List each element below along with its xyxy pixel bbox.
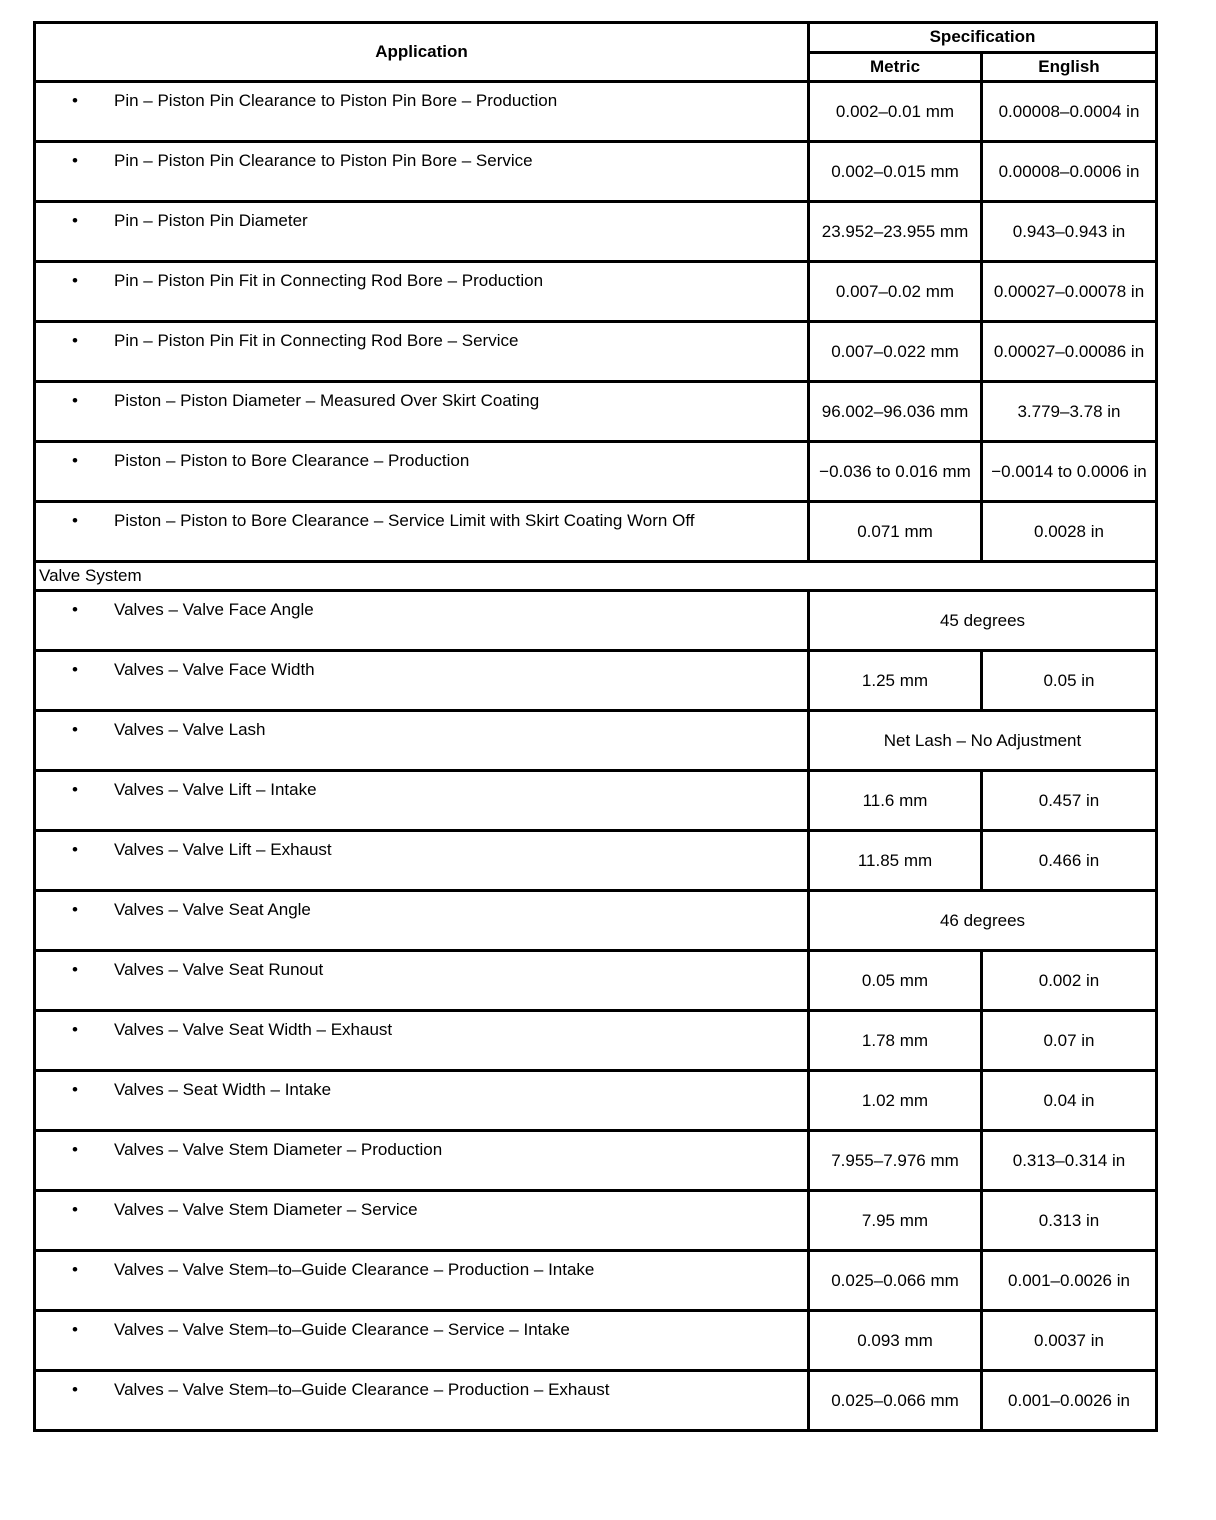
table-body <box>35 82 1157 1431</box>
table-row <box>35 262 1157 322</box>
bullet-icon: • <box>72 451 78 470</box>
table-row <box>35 651 1157 711</box>
bullet-icon: • <box>72 1320 78 1339</box>
metric-value: 0.093 mm <box>809 1311 982 1371</box>
bullet-icon: • <box>72 1140 78 1159</box>
bullet-icon: • <box>72 900 78 919</box>
application-text: Valves – Valve Lift – Exhaust <box>114 840 332 859</box>
english-value: 0.00008–0.0006 in <box>982 142 1157 202</box>
metric-value: 0.002–0.01 mm <box>809 82 982 142</box>
english-value: 0.00008–0.0004 in <box>982 82 1157 142</box>
metric-value: 23.952–23.955 mm <box>809 202 982 262</box>
bullet-icon: • <box>72 840 78 859</box>
application-text: Piston – Piston Diameter – Measured Over Skirt Coating <box>114 391 540 410</box>
english-value: 0.313 in <box>982 1191 1157 1251</box>
table-row <box>35 1311 1157 1371</box>
metric-value: 7.95 mm <box>809 1191 982 1251</box>
bullet-icon: • <box>72 1080 78 1099</box>
table-row <box>35 142 1157 202</box>
english-value: 3.779–3.78 in <box>982 382 1157 442</box>
table-row <box>35 322 1157 382</box>
bullet-icon: • <box>72 91 78 110</box>
table-row <box>35 382 1157 442</box>
application-text: Pin – Piston Pin Clearance to Piston Pin Bore – Production <box>114 91 558 110</box>
application-cell <box>35 591 809 651</box>
bullet-icon: • <box>72 1260 78 1279</box>
application-text: Valves – Valve Lash <box>114 720 266 739</box>
application-cell <box>35 951 809 1011</box>
application-cell <box>35 202 809 262</box>
application-cell <box>35 711 809 771</box>
bullet-icon: • <box>72 1200 78 1219</box>
metric-value: 96.002–96.036 mm <box>809 382 982 442</box>
metric-value: 0.071 mm <box>809 502 982 562</box>
english-value: −0.0014 to 0.0006 in <box>982 442 1157 502</box>
table-row <box>35 891 1157 951</box>
bullet-icon: • <box>72 1380 78 1399</box>
application-cell <box>35 322 809 382</box>
combined-value: 46 degrees <box>809 891 1157 951</box>
application-cell <box>35 1071 809 1131</box>
bullet-icon: • <box>72 780 78 799</box>
table-row <box>35 951 1157 1011</box>
application-text: Valves – Valve Face Width <box>114 660 315 679</box>
application-cell <box>35 891 809 951</box>
application-text: Valves – Valve Seat Angle <box>114 900 311 919</box>
header-application: Application <box>35 23 809 82</box>
application-cell <box>35 82 809 142</box>
bullet-icon: • <box>72 331 78 350</box>
bullet-icon: • <box>72 151 78 170</box>
table-row <box>35 1251 1157 1311</box>
specification-table <box>33 21 1158 1432</box>
header-metric: Metric <box>809 52 982 82</box>
table-row <box>35 1371 1157 1431</box>
english-value: 0.313–0.314 in <box>982 1131 1157 1191</box>
metric-value: −0.036 to 0.016 mm <box>809 442 982 502</box>
table-row <box>35 82 1157 142</box>
metric-value: 0.05 mm <box>809 951 982 1011</box>
application-cell <box>35 1371 809 1431</box>
application-text: Valves – Valve Stem Diameter – Production <box>114 1140 443 1159</box>
metric-value: 1.02 mm <box>809 1071 982 1131</box>
english-value: 0.0037 in <box>982 1311 1157 1371</box>
section-row <box>35 562 1157 591</box>
table-row <box>35 1191 1157 1251</box>
metric-value: 0.002–0.015 mm <box>809 142 982 202</box>
bullet-icon: • <box>72 660 78 679</box>
bullet-icon: • <box>72 211 78 230</box>
application-text: Valves – Valve Stem–to–Guide Clearance – Production – Intake <box>114 1260 595 1279</box>
application-cell <box>35 382 809 442</box>
english-value: 0.00027–0.00086 in <box>982 322 1157 382</box>
table-row <box>35 771 1157 831</box>
metric-value: 0.007–0.022 mm <box>809 322 982 382</box>
section-title: Valve System <box>35 562 1157 591</box>
application-text: Valves – Valve Seat Runout <box>114 960 324 979</box>
application-cell <box>35 771 809 831</box>
application-text: Valves – Valve Face Angle <box>114 600 314 619</box>
bullet-icon: • <box>72 271 78 290</box>
metric-value: 0.025–0.066 mm <box>809 1371 982 1431</box>
bullet-icon: • <box>72 720 78 739</box>
table-row <box>35 202 1157 262</box>
metric-value: 1.25 mm <box>809 651 982 711</box>
english-value: 0.001–0.0026 in <box>982 1251 1157 1311</box>
application-cell <box>35 651 809 711</box>
application-text: Pin – Piston Pin Clearance to Piston Pin Bore – Service <box>114 151 533 170</box>
metric-value: 0.007–0.02 mm <box>809 262 982 322</box>
application-text: Valves – Valve Stem–to–Guide Clearance – Service – Intake <box>114 1320 570 1339</box>
bullet-icon: • <box>72 600 78 619</box>
english-value: 0.05 in <box>982 651 1157 711</box>
application-text: Valves – Valve Stem–to–Guide Clearance – Production – Exhaust <box>114 1380 610 1399</box>
table-row <box>35 1011 1157 1071</box>
application-cell <box>35 1191 809 1251</box>
combined-value: 45 degrees <box>809 591 1157 651</box>
metric-value: 0.025–0.066 mm <box>809 1251 982 1311</box>
application-cell <box>35 142 809 202</box>
application-text: Valves – Seat Width – Intake <box>114 1080 332 1099</box>
bullet-icon: • <box>72 960 78 979</box>
table-row <box>35 831 1157 891</box>
table-row <box>35 711 1157 771</box>
header-english: English <box>982 52 1157 82</box>
application-cell <box>35 1311 809 1371</box>
application-text: Piston – Piston to Bore Clearance – Production <box>114 451 470 470</box>
application-text: Valves – Valve Stem Diameter – Service <box>114 1200 418 1219</box>
application-cell <box>35 442 809 502</box>
english-value: 0.943–0.943 in <box>982 202 1157 262</box>
english-value: 0.001–0.0026 in <box>982 1371 1157 1431</box>
application-text: Pin – Piston Pin Fit in Connecting Rod Bore – Service <box>114 331 519 350</box>
table-row <box>35 1131 1157 1191</box>
english-value: 0.07 in <box>982 1011 1157 1071</box>
table-row <box>35 442 1157 502</box>
header-specification: Specification <box>809 23 1157 53</box>
english-value: 0.04 in <box>982 1071 1157 1131</box>
application-cell <box>35 262 809 322</box>
table-row <box>35 502 1157 562</box>
bullet-icon: • <box>72 1020 78 1039</box>
metric-value: 11.6 mm <box>809 771 982 831</box>
english-value: 0.0028 in <box>982 502 1157 562</box>
application-cell <box>35 502 809 562</box>
combined-value: Net Lash – No Adjustment <box>809 711 1157 771</box>
application-cell <box>35 831 809 891</box>
bullet-icon: • <box>72 391 78 410</box>
english-value: 0.00027–0.00078 in <box>982 262 1157 322</box>
application-text: Valves – Valve Lift – Intake <box>114 780 317 799</box>
english-value: 0.466 in <box>982 831 1157 891</box>
application-text: Piston – Piston to Bore Clearance – Service Limit with Skirt Coating Worn Off <box>114 511 695 530</box>
application-cell <box>35 1011 809 1071</box>
table-row <box>35 1071 1157 1131</box>
application-text: Valves – Valve Seat Width – Exhaust <box>114 1020 393 1039</box>
application-text: Pin – Piston Pin Diameter <box>114 211 308 230</box>
metric-value: 1.78 mm <box>809 1011 982 1071</box>
application-cell <box>35 1251 809 1311</box>
application-cell <box>35 1131 809 1191</box>
table-row <box>35 591 1157 651</box>
metric-value: 11.85 mm <box>809 831 982 891</box>
application-text: Pin – Piston Pin Fit in Connecting Rod Bore – Production <box>114 271 544 290</box>
english-value: 0.002 in <box>982 951 1157 1011</box>
bullet-icon: • <box>72 511 78 530</box>
metric-value: 7.955–7.976 mm <box>809 1131 982 1191</box>
english-value: 0.457 in <box>982 771 1157 831</box>
